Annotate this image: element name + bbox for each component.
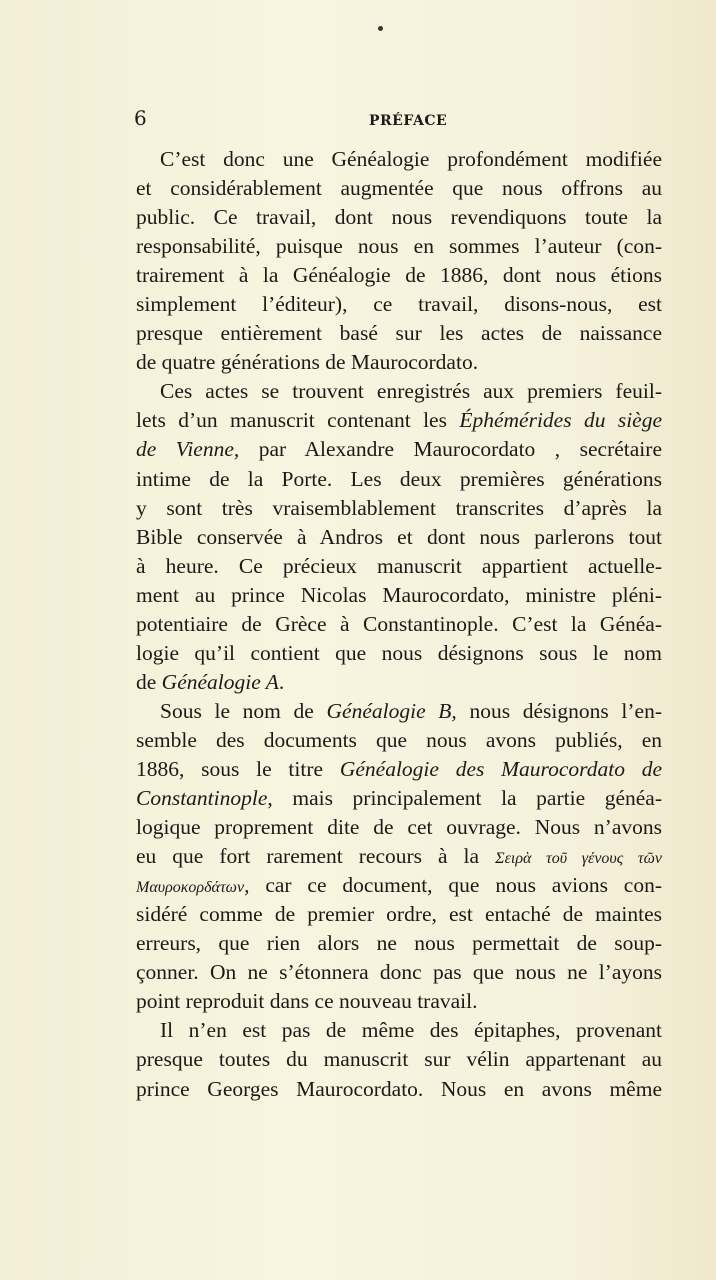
text-line xyxy=(136,668,662,697)
text-line: erreurs, que rien alors ne nous permettait de soup- xyxy=(136,931,662,956)
text-run: eu que fort rarement recours à la xyxy=(136,844,496,869)
body-text xyxy=(136,145,662,1104)
text-run: 1886, sous le titre xyxy=(136,756,340,781)
text-line: C’est donc une Généalogie profondément modifiée xyxy=(160,147,662,171)
text-line xyxy=(136,435,662,464)
text-line xyxy=(136,784,662,813)
running-head: PRÉFACE xyxy=(369,113,448,129)
text-line: simplement l’éditeur), ce travail, disons-nous, est xyxy=(136,292,662,317)
text-line: trairement à la Généalogie de 1886, dont nous étions xyxy=(136,263,662,288)
text-run: lets d’un manuscrit contenant les xyxy=(136,408,460,433)
text-line: logique proprement dite de cet ouvrage. Nous n’avons xyxy=(136,815,662,840)
text-line: semble des documents que nous avons publiés, en xyxy=(136,727,662,752)
italic-title: Constantinople xyxy=(136,786,268,811)
text-line: intime de la Porte. Les deux premières générations xyxy=(136,466,662,491)
text-line: potentiaire de Grèce à Constantinople. C’est la Généa- xyxy=(136,611,662,636)
text-run: de xyxy=(136,669,162,694)
text-line: public. Ce travail, dont nous revendiquons toute la xyxy=(136,205,662,230)
text-run: , mais principalement la partie généa- xyxy=(267,786,662,811)
printer-mark xyxy=(378,26,383,31)
text-line: presque toutes du manuscrit sur vélin appartenant au xyxy=(136,1047,662,1072)
text-line: de quatre générations de Maurocordato. xyxy=(136,350,479,375)
text-line: Il n’en est pas de même des épitaphes, provenant xyxy=(160,1018,662,1043)
text-line: logie qu’il contient que nous désignons sous le nom xyxy=(136,640,662,665)
italic-title: Éphémérides du siège xyxy=(459,408,662,433)
text-line: prince Georges Maurocordato. Nous en avons même xyxy=(136,1076,662,1101)
text-run: Sous le nom de xyxy=(160,698,327,723)
text-run: par Alexandre Maurocordato , secrétaire xyxy=(239,437,662,462)
page-number: 6 xyxy=(134,106,147,130)
italic-title: de Vienne, xyxy=(136,437,240,462)
text-line: Bible conservée à Andros et dont nous parlerons tout xyxy=(136,524,662,549)
text-line: y sont très vraisemblablement transcrites d’après la xyxy=(136,495,662,520)
italic-title: Généalogie B, xyxy=(326,698,457,723)
text-line: sidéré comme de premier ordre, est entaché de maintes xyxy=(136,902,662,927)
text-line: ment au prince Nicolas Maurocordato, ministre pléni- xyxy=(136,582,662,607)
greek-title: Μαυροκορδάτων xyxy=(136,879,245,897)
italic-title: Généalogie des Maurocordato de xyxy=(339,756,662,781)
text-line: çonner. On ne s’étonnera donc pas que nous ne l’ayons xyxy=(136,960,662,985)
text-line xyxy=(136,842,662,871)
text-line xyxy=(136,406,662,435)
text-line: à heure. Ce précieux manuscrit appartient actuelle- xyxy=(136,553,662,578)
text-line: presque entièrement basé sur les actes de naissance xyxy=(136,321,662,346)
text-line: et considérablement augmentée que nous offrons au xyxy=(136,176,662,201)
text-line: point reproduit dans ce nouveau travail. xyxy=(136,989,478,1014)
text-run: , car ce document, que nous avions con- xyxy=(244,873,662,898)
text-line: Ces actes se trouvent enregistrés aux premiers feuil- xyxy=(160,379,662,404)
text-run: . xyxy=(278,669,285,694)
text-line: responsabilité, puisque nous en sommes l’auteur (con- xyxy=(136,234,662,259)
italic-title: Généalogie A xyxy=(161,669,279,694)
text-run: nous désignons l’en- xyxy=(456,698,662,723)
text-line xyxy=(136,755,662,784)
text-line xyxy=(136,697,662,726)
text-line xyxy=(136,871,662,900)
greek-title: Σειρὰ τοῦ γένους τῶν xyxy=(495,850,662,868)
